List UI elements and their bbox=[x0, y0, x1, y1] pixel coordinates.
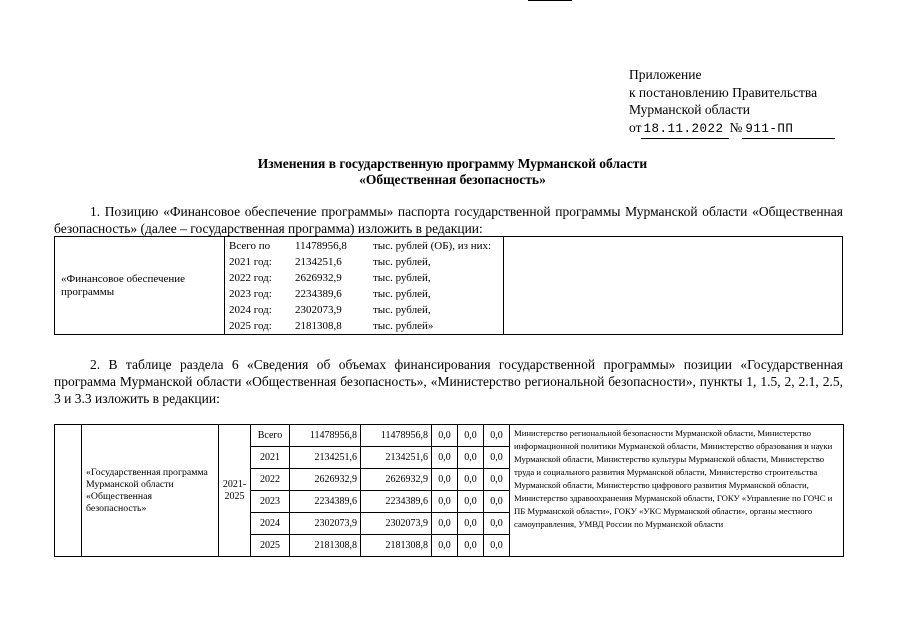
financing-unit: тыс. рублей, bbox=[373, 272, 431, 284]
appendix-line-3: Мурманской области bbox=[629, 102, 750, 117]
financing-unit: тыс. рублей» bbox=[373, 320, 434, 332]
year-cell: Всего bbox=[251, 425, 290, 447]
zero-cell: 0,0 bbox=[458, 469, 484, 491]
financing-empty-cell bbox=[504, 237, 843, 335]
financing-unit: тыс. рублей, bbox=[373, 304, 431, 316]
appendix-line-2: к постановлению Правительства bbox=[629, 84, 818, 100]
zero-cell: 0,0 bbox=[432, 513, 458, 535]
year-cell: 2024 bbox=[251, 513, 290, 535]
zero-cell: 0,0 bbox=[484, 469, 510, 491]
date-prefix: от bbox=[629, 119, 642, 135]
zero-cell: 0,0 bbox=[432, 469, 458, 491]
paragraph-2 bbox=[54, 356, 843, 407]
executors-cell: Министерство региональной безопасности Мурманской области, Министерство информационной политики Мурманской области, Министерство образования и науки Мурманской области, Министерство культуры Мурманской области, Министерство труда и социального развития Мурманской области, Министерство строительства Мурманской области, Министерство цифрового развития Мурманской области, Министерство здравоохранения Мурманской области, ГОКУ «Управление по ГОЧС и ПБ Мурманской области», ГОКУ «УКС Мурманской области», органы местного самоуправления, УМВД России по Мурманской области bbox=[510, 425, 844, 557]
total-cell: 2181308,8 bbox=[290, 535, 361, 557]
financing-row bbox=[229, 254, 503, 270]
zero-cell: 0,0 bbox=[484, 513, 510, 535]
number-prefix: № bbox=[729, 119, 743, 135]
paragraph-1 bbox=[54, 203, 843, 237]
financing-row bbox=[229, 238, 503, 254]
period-cell: 2021-2025 bbox=[219, 425, 251, 557]
financing-unit: тыс. рублей (ОБ), из них: bbox=[373, 240, 492, 252]
total-cell: 2626932,9 bbox=[290, 469, 361, 491]
financing-amount: 2234389,6 bbox=[295, 288, 342, 300]
paragraph-1-text: 1. Позицию «Финансовое обеспечение программы» паспорта государственной программы Мурманской области «Общественная безопасность» (далее – государственная программа) изложить в редакции: bbox=[54, 204, 843, 236]
zero-cell: 0,0 bbox=[458, 491, 484, 513]
zero-cell: 0,0 bbox=[432, 447, 458, 469]
financing-year: 2025 год: bbox=[229, 320, 272, 332]
financing-row bbox=[229, 286, 503, 302]
year-cell: 2022 bbox=[251, 469, 290, 491]
title-line-1: Изменения в государственную программу Мурманской области bbox=[257, 156, 648, 171]
total-cell: 2134251,6 bbox=[290, 447, 361, 469]
regional-budget-cell: 2626932,9 bbox=[361, 469, 432, 491]
year-cell: 2023 bbox=[251, 491, 290, 513]
zero-cell: 0,0 bbox=[458, 535, 484, 557]
financing-row bbox=[229, 270, 503, 286]
program-name-cell: «Государственная программа Мурманской области «Общественная безопасность» bbox=[82, 425, 219, 557]
financing-amount: 2134251,6 bbox=[295, 256, 342, 268]
zero-cell: 0,0 bbox=[484, 491, 510, 513]
zero-cell: 0,0 bbox=[432, 491, 458, 513]
regional-budget-cell: 2134251,6 bbox=[361, 447, 432, 469]
financing-amount: 11478956,8 bbox=[295, 240, 347, 252]
decree-number: 911-ПП bbox=[742, 121, 835, 140]
table-row bbox=[55, 425, 844, 447]
regional-budget-cell: 2234389,6 bbox=[361, 491, 432, 513]
financing-row bbox=[229, 302, 503, 318]
financing-year: Всего по bbox=[229, 240, 271, 252]
zero-cell: 0,0 bbox=[484, 447, 510, 469]
page-top-mark bbox=[528, 0, 572, 2]
row-number-cell bbox=[55, 425, 82, 557]
regional-budget-cell: 2181308,8 bbox=[361, 535, 432, 557]
year-cell: 2025 bbox=[251, 535, 290, 557]
financing-year: 2023 год: bbox=[229, 288, 272, 300]
total-cell: 11478956,8 bbox=[290, 425, 361, 447]
zero-cell: 0,0 bbox=[458, 447, 484, 469]
zero-cell: 0,0 bbox=[458, 513, 484, 535]
financing-table bbox=[54, 236, 843, 335]
zero-cell: 0,0 bbox=[432, 535, 458, 557]
zero-cell: 0,0 bbox=[484, 535, 510, 557]
year-cell: 2021 bbox=[251, 447, 290, 469]
financing-year: 2022 год: bbox=[229, 272, 272, 284]
section6-table bbox=[54, 424, 844, 557]
decree-date: 18.11.2022 bbox=[641, 121, 729, 140]
appendix-header bbox=[629, 66, 835, 139]
total-cell: 2302073,9 bbox=[290, 513, 361, 535]
regional-budget-cell: 2302073,9 bbox=[361, 513, 432, 535]
financing-year: 2021 год: bbox=[229, 256, 272, 268]
regional-budget-cell: 11478956,8 bbox=[361, 425, 432, 447]
appendix-line-1: Приложение bbox=[629, 67, 702, 82]
paragraph-2-text: 2. В таблице раздела 6 «Сведения об объемах финансирования государственной программы» позиции «Государственная программа Мурманской области «Общественная безопасность», «Министерство региональной безопасности», пункты 1, 1.5, 2, 2.1, 2.5, 3 и 3.3 изложить в редакции: bbox=[54, 357, 843, 406]
financing-amount: 2626932,9 bbox=[295, 272, 342, 284]
financing-amount: 2302073,9 bbox=[295, 304, 342, 316]
zero-cell: 0,0 bbox=[484, 425, 510, 447]
total-cell: 2234389,6 bbox=[290, 491, 361, 513]
appendix-date-line bbox=[629, 119, 835, 140]
zero-cell: 0,0 bbox=[458, 425, 484, 447]
financing-unit: тыс. рублей, bbox=[373, 288, 431, 300]
financing-amount: 2181308,8 bbox=[295, 320, 342, 332]
financing-unit: тыс. рублей, bbox=[373, 256, 431, 268]
zero-cell: 0,0 bbox=[432, 425, 458, 447]
financing-label: «Финансовое обеспечение программы bbox=[55, 237, 225, 335]
title-line-2: «Общественная безопасность» bbox=[359, 172, 546, 187]
financing-year: 2024 год: bbox=[229, 304, 272, 316]
financing-values bbox=[225, 237, 504, 335]
financing-row bbox=[229, 318, 503, 334]
document-title bbox=[0, 156, 905, 188]
